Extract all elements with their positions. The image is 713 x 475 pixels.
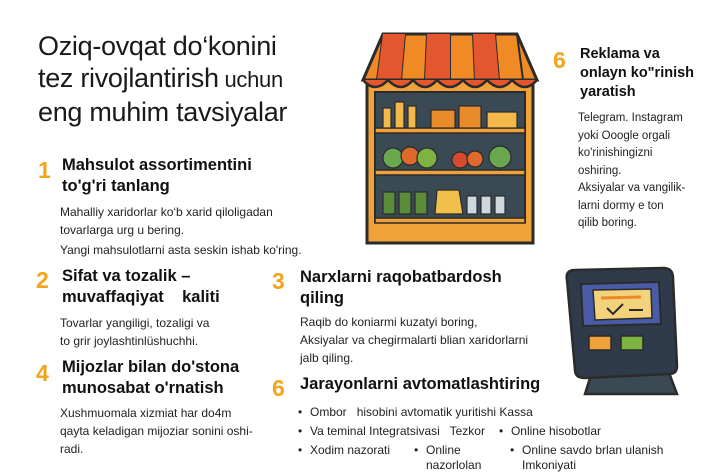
bullet-row: • Xodim nazorati • Online • Online savdo brlan ulanish	[298, 443, 664, 457]
title-line-2: tez rivojlantirish uchun	[38, 63, 283, 93]
tip-2-number: 2	[36, 267, 49, 293]
title-line-3: eng muhim tavsiyalar	[38, 97, 288, 127]
tip-3-heading: Narxlarni raqobatbardosh qiling	[300, 268, 502, 307]
tip-3-number: 3	[272, 268, 285, 294]
tip-6a-number: 6	[553, 47, 566, 73]
tip-4-number: 4	[36, 360, 49, 386]
tip-1-number: 1	[38, 157, 51, 183]
bullet-row: nazorlolan Imkoniyati	[426, 458, 577, 472]
shop-illustration	[355, 30, 545, 245]
tip-2-text: Tovarlar yangiligi, tozaligi va to grir joylashtinlüshuchhi.	[60, 316, 210, 348]
tip-6b-bullets	[298, 403, 708, 475]
tip-1-text: Mahalliy xaridorlar ko‘b xarid qiloligadan tovarlarga urg u bering. Yangi mahsulotlarni asta seskin ishab ko'ring.	[60, 205, 302, 257]
tip-3-text: Raqib do koniarmi kuzatyi boring, Aksiyalar va chegirmalarti blian xaridorlarni jalb qiling.	[300, 315, 529, 365]
tip-1-heading: Mahsulot assortimentini to'g'ri tanlang	[62, 156, 252, 195]
bullet-row: • Va teminal Integratsivasi Tezkor • Online hisobotlar	[298, 424, 602, 438]
tip-6a-text: Telegram. Instagram yoki Ooogle orgali ko'rinishingizni oshiring. Aksiyalar va vangilik- larni dormy e ton qilib boring.	[578, 112, 686, 229]
tip-2-heading: Sifat va tozalik – muvaffaqiyat kaliti	[62, 267, 220, 306]
title-line-1: Oziq-ovqat do‘konini	[38, 31, 277, 61]
page-title	[38, 30, 368, 128]
tip-6b-heading: Jarayonlarni avtomatlashtiring	[300, 375, 541, 393]
tip-6a-heading: Reklama va onlayn ko"rinish yaratish	[580, 46, 695, 100]
bullet-row: • Ombor hisobini avtomatik yuritishi Kassa	[298, 405, 533, 419]
tip-6b-number: 6	[272, 375, 285, 401]
tip-4-text: Xushmuomala xizmiat har do4m qayta keladigan mijoziar sonini oshi- radi.	[60, 406, 253, 456]
tip-4-heading: Mijozlar bilan do'stona munosabat o'rnatish	[62, 358, 240, 397]
pos-terminal-illustration	[555, 262, 695, 397]
